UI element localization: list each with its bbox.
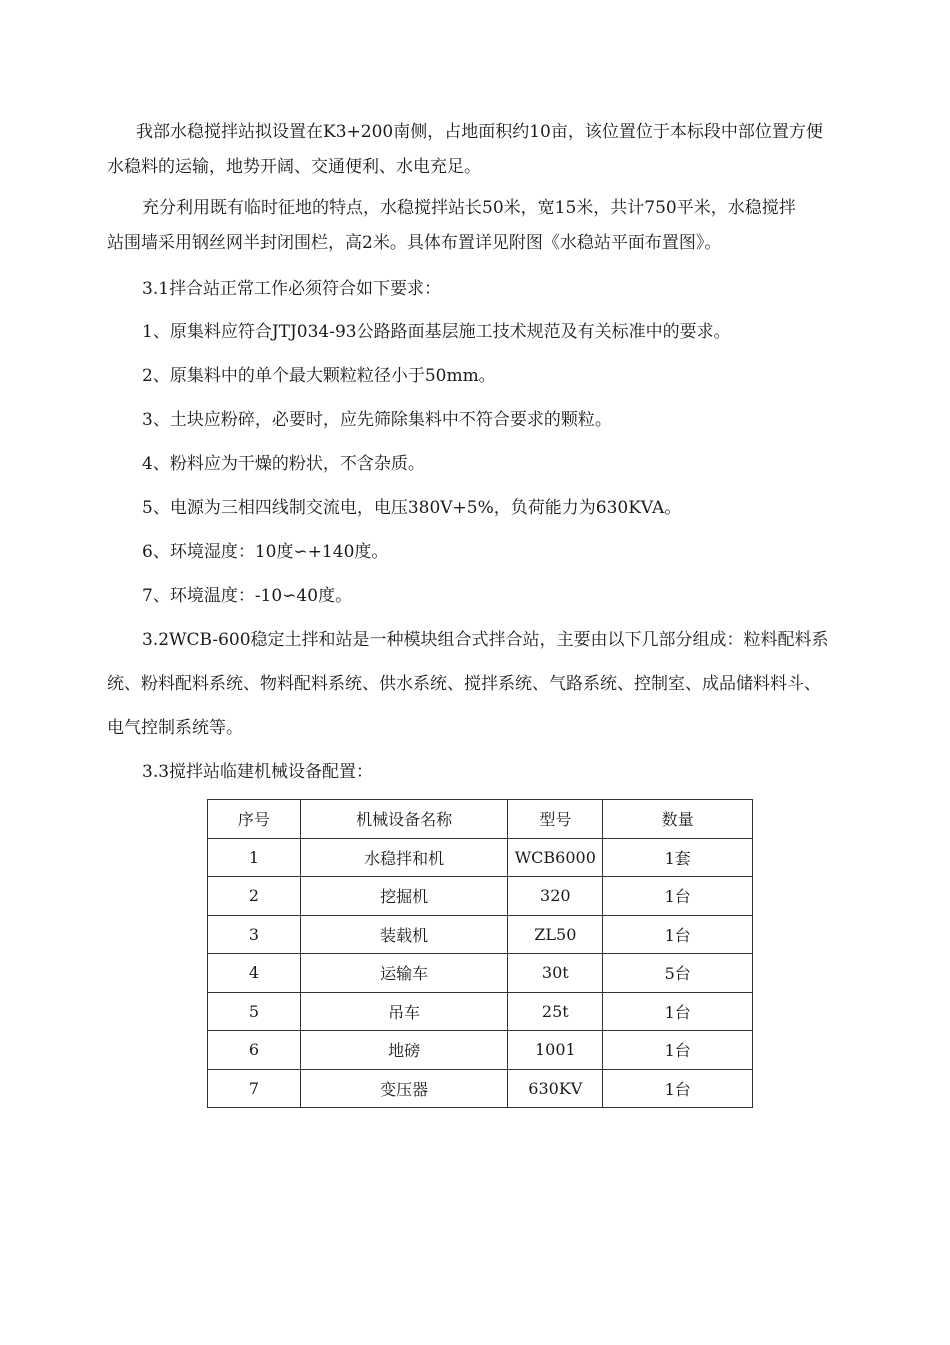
table-header-row	[208, 800, 753, 839]
cell-equipment-name: 地磅	[300, 1031, 508, 1070]
cell-serial-no: 3	[208, 915, 301, 954]
table-row	[208, 915, 753, 954]
header-serial-no: 序号	[208, 800, 301, 839]
equipment-table	[207, 799, 753, 1108]
header-equipment-name: 机械设备名称	[300, 800, 508, 839]
requirement-2: 2、原集料中的单个最大颗粒粒径小于50mm。	[142, 366, 496, 386]
cell-model: 320	[508, 877, 603, 916]
cell-serial-no: 4	[208, 954, 301, 993]
paragraph-site-dimensions-line2: 站围墙采用钢丝网半封闭围栏，高2米。具体布置详见附图《水稳站平面布置图》。	[107, 233, 722, 253]
cell-quantity: 1台	[603, 1069, 753, 1108]
cell-model: 30t	[508, 954, 603, 993]
header-model: 型号	[508, 800, 603, 839]
requirement-6: 6、环境湿度：10度∽+140度。	[142, 542, 389, 562]
cell-model: 630KV	[508, 1069, 603, 1108]
cell-quantity: 1套	[603, 838, 753, 877]
requirement-5: 5、电源为三相四线制交流电，电压380V+5%，负荷能力为630KVA。	[142, 498, 682, 518]
requirement-4: 4、粉料应为干燥的粉状，不含杂质。	[142, 454, 425, 474]
cell-equipment-name: 水稳拌和机	[300, 838, 508, 877]
cell-quantity: 1台	[603, 992, 753, 1031]
paragraph-site-location-line2: 水稳料的运输，地势开阔、交通便利、水电充足。	[107, 157, 481, 177]
cell-quantity: 1台	[603, 877, 753, 916]
cell-equipment-name: 运输车	[300, 954, 508, 993]
cell-equipment-name: 挖掘机	[300, 877, 508, 916]
cell-model: 1001	[508, 1031, 603, 1070]
cell-quantity: 1台	[603, 1031, 753, 1070]
cell-model: 25t	[508, 992, 603, 1031]
section-3-1-heading: 3.1拌合站正常工作必须符合如下要求：	[142, 279, 442, 299]
requirement-3: 3、土块应粉碎，必要时，应先筛除集料中不符合要求的颗粒。	[142, 410, 612, 430]
cell-serial-no: 6	[208, 1031, 301, 1070]
section-3-3-heading: 3.3搅拌站临建机械设备配置：	[142, 762, 374, 782]
table-row	[208, 1069, 753, 1108]
paragraph-site-dimensions-line1: 充分利用既有临时征地的特点，水稳搅拌站长50米，宽15米，共计750平米，水稳搅拌	[142, 198, 796, 218]
cell-model: ZL50	[508, 915, 603, 954]
section-3-2-line2: 统、粉料配料系统、物料配料系统、供水系统、搅拌系统、气路系统、控制室、成品储料料斗、	[107, 674, 821, 694]
cell-serial-no: 7	[208, 1069, 301, 1108]
requirement-7: 7、环境温度：-10∽40度。	[142, 586, 353, 606]
cell-model: WCB6000	[508, 838, 603, 877]
cell-serial-no: 5	[208, 992, 301, 1031]
cell-quantity: 1台	[603, 915, 753, 954]
paragraph-site-location-line1: 我部水稳搅拌站拟设置在K3+200南侧，占地面积约10亩，该位置位于本标段中部位置方便	[136, 122, 823, 142]
requirement-1: 1、原集料应符合JTJ034-93公路路面基层施工技术规范及有关标准中的要求。	[142, 322, 731, 342]
table-row	[208, 877, 753, 916]
table-row	[208, 992, 753, 1031]
section-3-2-line3: 电气控制系统等。	[107, 718, 243, 738]
cell-equipment-name: 吊车	[300, 992, 508, 1031]
cell-serial-no: 2	[208, 877, 301, 916]
table-row	[208, 838, 753, 877]
cell-equipment-name: 变压器	[300, 1069, 508, 1108]
table-row	[208, 954, 753, 993]
cell-equipment-name: 装载机	[300, 915, 508, 954]
table-row	[208, 1031, 753, 1070]
section-3-2-line1: 3.2WCB-600稳定土拌和站是一种模块组合式拌合站，主要由以下几部分组成：粒料配料系	[142, 630, 829, 650]
cell-quantity: 5台	[603, 954, 753, 993]
cell-serial-no: 1	[208, 838, 301, 877]
header-quantity: 数量	[603, 800, 753, 839]
